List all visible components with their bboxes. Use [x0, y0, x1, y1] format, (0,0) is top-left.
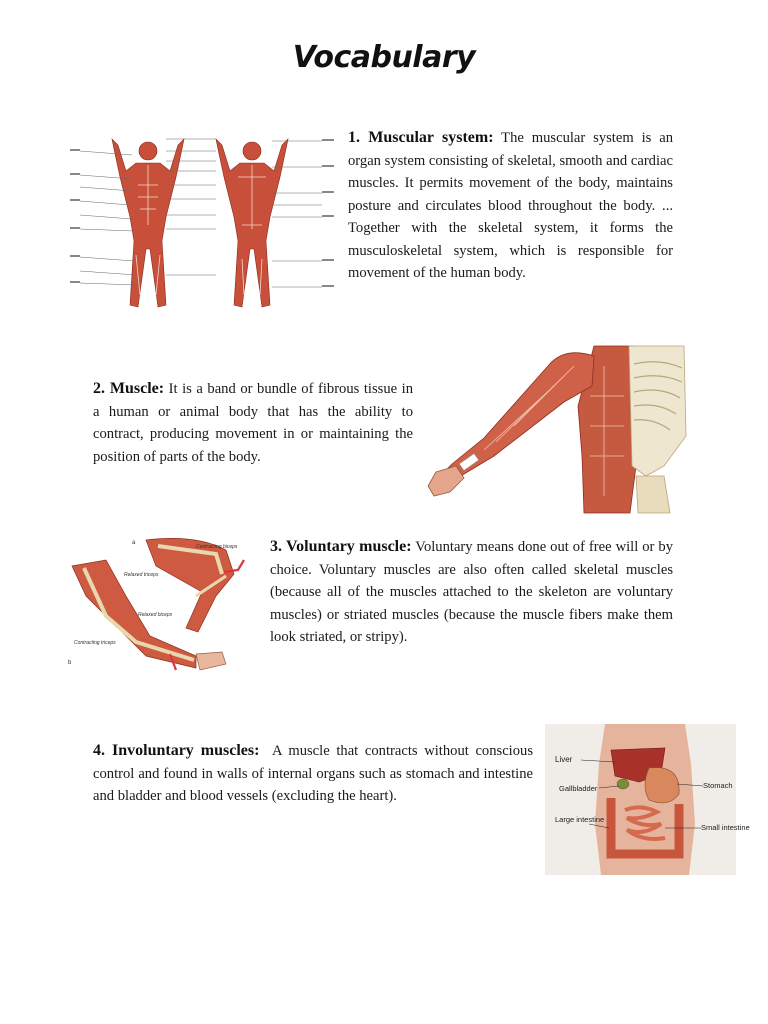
internal-organs-figure: [545, 724, 750, 875]
term-heading: 4. Involuntary muscles:: [93, 742, 260, 759]
term-muscle: [93, 378, 413, 468]
term-body: It is a band or bundle of fibrous tissue in a human or animal body that has the ability to contract, producing movement in or maintaining the position of parts of the body.: [93, 381, 413, 465]
label-large-intestine: Large intestine: [555, 815, 605, 824]
label-b: b: [68, 660, 72, 666]
biceps-triceps-figure: [66, 536, 256, 682]
label-liver: Liver: [555, 755, 573, 764]
term-body: Voluntary means done out of free will or by choice. Voluntary muscles are also often called skeletal muscles (because all of the muscles attached to the skeleton are voluntary muscles) or striated muscles (because the muscle fibers make them look striated, or stripy).: [270, 539, 673, 645]
label-a: a: [132, 540, 136, 546]
term-heading: 2. Muscle:: [93, 380, 165, 397]
label-stomach: Stomach: [703, 781, 733, 790]
arm-torso-figure: [424, 346, 687, 513]
term-heading: 3. Voluntary muscle:: [270, 538, 412, 555]
term-body: The muscular system is an organ system consisting of skeletal, smooth and cardiac muscles. It permits movement of the body, maintains posture and circulates blood throughout the body. ... Together with the skeletal system, it forms the musculoskeletal system, which is responsible for movement of the human body.: [348, 130, 673, 281]
page-title: Vocabulary: [292, 40, 476, 75]
term-muscular-system: [348, 127, 673, 285]
label-gallbladder: Gallbladder: [559, 784, 598, 793]
term-heading: 1. Muscular system:: [348, 129, 494, 146]
label-relaxed-triceps: Relaxed triceps: [124, 572, 159, 578]
muscular-system-figure: [66, 125, 338, 323]
label-relaxed-biceps: Relaxed biceps: [138, 612, 173, 618]
term-voluntary-muscle: [270, 536, 673, 649]
term-body: A muscle that contracts without conscious control and found in walls of internal organs such as stomach and intestine and bladder and blood vessels (excluding the heart).: [93, 743, 533, 804]
label-contracting-triceps: Contracting triceps: [74, 640, 116, 646]
label-small-intestine: Small intestine: [701, 823, 750, 832]
term-involuntary-muscles: [93, 740, 533, 808]
label-contracting-biceps: Contracting biceps: [196, 544, 238, 550]
